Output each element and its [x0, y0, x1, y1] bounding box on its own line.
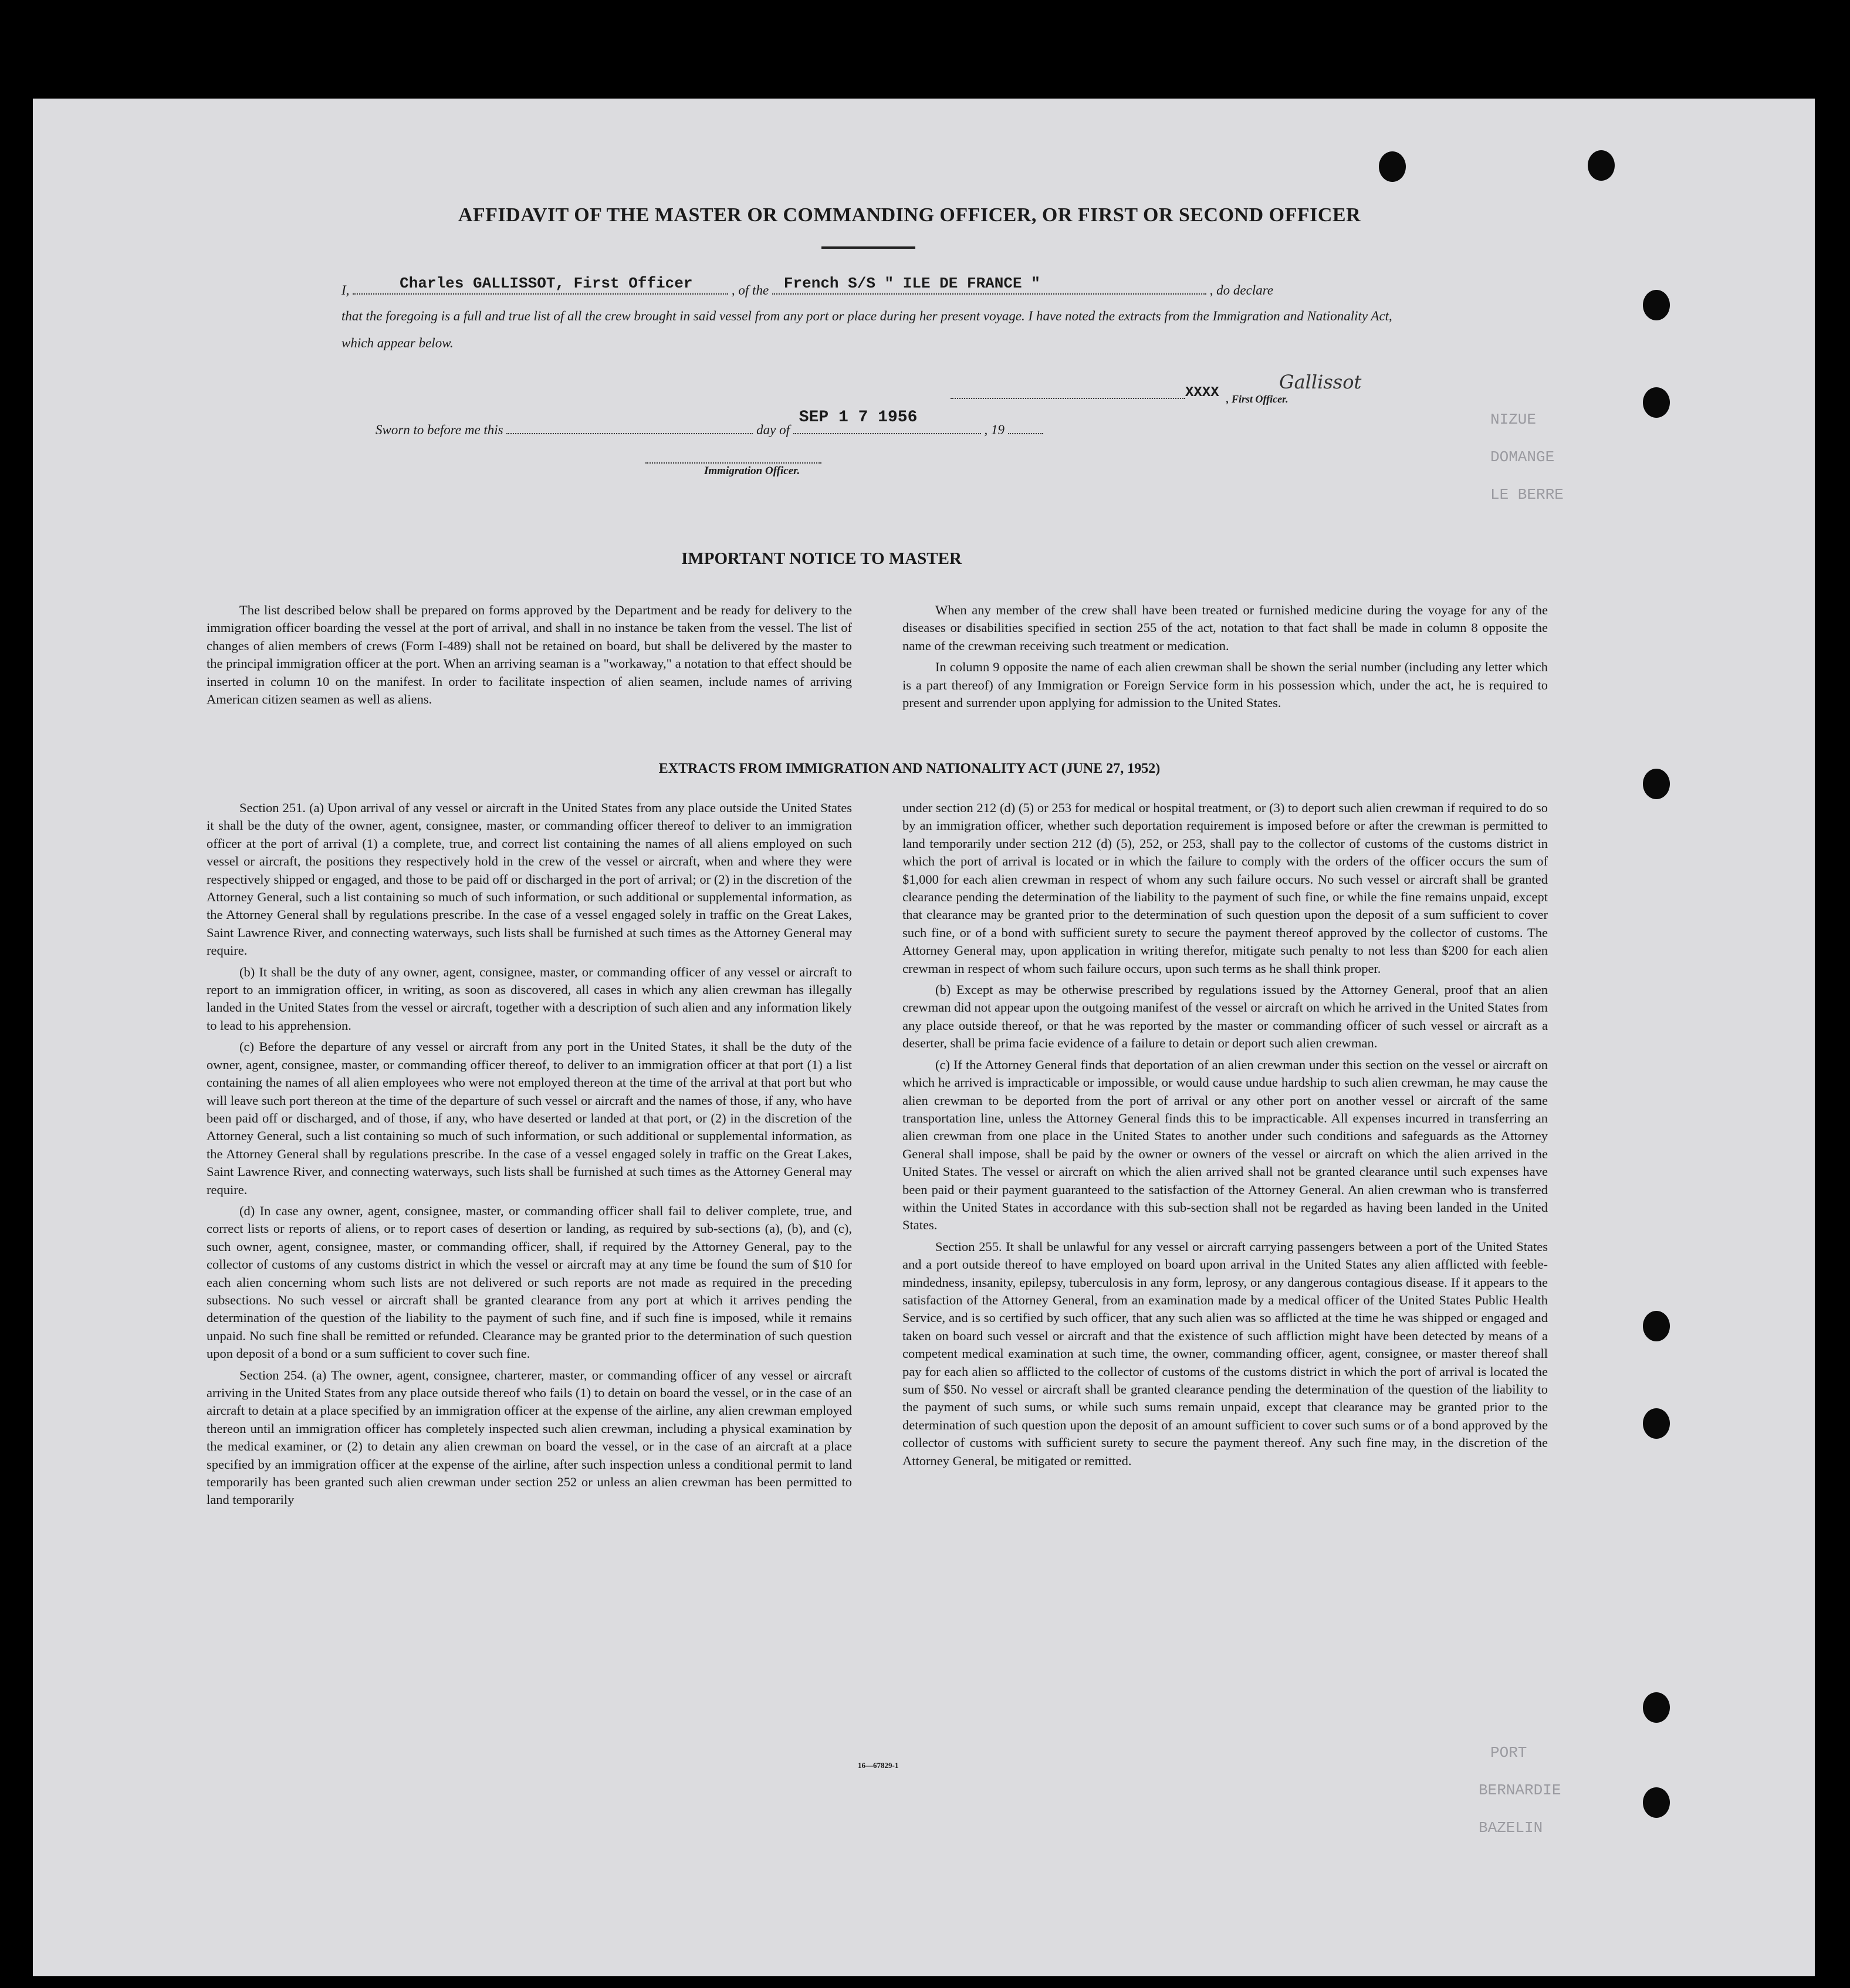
bleed-through-text: BERNARDIE — [1479, 1781, 1561, 1799]
punch-hole — [1643, 290, 1670, 320]
notice-title: IMPORTANT NOTICE TO MASTER — [681, 549, 962, 568]
extracts-right-column — [902, 799, 1548, 1473]
section-255: Section 255. It shall be unlawful for any vessel or aircraft carrying passengers between a port of the United States and a port outside thereof to have employed on board upon arrival in the United States any alien afflicted with feeble-mindedness, insanity, epilepsy, tuberculosis in any form, leprosy, or any dangerous contagious disease. If it appears to the satisfaction of the Attorney General, from an examination made by a medical officer of the United States Public Health Service, and is so certified by such officer, that any such alien was so afflicted at the time he was shipped or engaged and taken on board such vessel or aircraft and that the existence of such affliction might have been detected by means of a competent medical examination at such time, the owner, commanding officer, agent, consignee, or master thereof shall pay for each alien so afflicted to the collector of customs of the customs district in which the port of arrival is located the sum of $50. No vessel or aircraft shall be granted clearance pending the determination of the question of the liability to the payment of such sums, or while such sums remain unpaid, except that clearance may be granted prior to the determination of such question upon the deposit of an amount sufficient to cover such sums or of a bond approved by the collector of customs with sufficient surety to secure the payment thereof. Any such fine may, in the discretion of the Attorney General, be mitigated or remitted. — [902, 1239, 1548, 1468]
declaration-i-label: I, — [341, 283, 350, 297]
punch-hole — [1643, 1311, 1670, 1341]
punch-hole — [1643, 769, 1670, 799]
section-254a-continued: under section 212 (d) (5) or 253 for medical or hospital treatment, or (3) to deport such alien crewman if required to do so by an immigration officer, whether such deportation requirement is imposed before or after the crewman is permitted to land temporarily under section 212 (d) (5), 252, or 253, shall pay to the collector of customs of the customs district in which the port of arrival is located or in which the failure to comply with the orders of the officer occurs the sum of $1,000 for each alien crewman in respect of whom any such failure occurs. No such vessel or aircraft shall be granted clearance pending the determination of the liability to the payment of such fine, or while the fine remains unpaid, except that clearance may be granted prior to the determination of such question upon the deposit of a sum sufficient to cover such fine, or of a bond with sufficient surety to secure the payment thereof approved by the collector of customs. The Attorney General may, upon application in writing therefor, mitigate such penalty to not less than $200 for each alien crewman in respect of whom such failure occurs, upon such terms as he shall think proper. — [902, 800, 1548, 976]
sworn-year-field — [1008, 415, 1043, 434]
officer-signature-line — [645, 457, 821, 464]
notice-paragraph: The list described below shall be prepared on forms approved by the Department and be ready for delivery to the immigration officer boarding the vessel at the port of arrival, and shall in no instance be taken from the vessel. The list of changes of alien members of crews (Form I-489) shall not be retained on board, but shall be delivered by the master to the principal immigration officer at the port. When an arriving seaman is a "workaway," a notation to that effect should be inserted in column 10 on the manifest. In order to facilitate inspection of alien seamen, include names of arriving American citizen seamen as well as aliens. — [207, 603, 852, 707]
immigration-officer-label: Immigration Officer. — [704, 465, 800, 477]
punch-hole — [1643, 1408, 1670, 1439]
extracts-title: EXTRACTS FROM IMMIGRATION AND NATIONALITY ACT (JUNE 27, 1952) — [658, 761, 1161, 776]
bleed-through-text: LE BERRE — [1490, 486, 1564, 503]
section-251a: Section 251. (a) Upon arrival of any vessel or aircraft in the United States from any place outside the United States it shall be the duty of the owner, agent, consignee, master, or commanding officer thereof to deliver to an immigration officer at the port of arrival (1) a complete, true, and correct list containing the names of all aliens employed on such vessel or aircraft, the positions they respectively hold in the crew of the vessel or aircraft, when and where they were respectively shipped or engaged, and those to be paid off or discharged in the port of arrival; or (2) in the discretion of the Attorney General, such a list containing so much of such information, or such additional or supplemental information, as the Attorney General shall by regulations prescribe. In the case of a vessel engaged solely in traffic on the Great Lakes, Saint Lawrence River, and connecting waterways, such lists shall be furnished at such times as the Attorney General may require. — [207, 800, 852, 958]
punch-hole — [1379, 151, 1406, 182]
punch-hole — [1588, 150, 1615, 181]
sworn-day-of: day of — [756, 422, 790, 437]
vessel-name: French S/S " ILE DE FRANCE " — [783, 275, 1040, 292]
notice-left-column — [207, 601, 852, 712]
section-251c: (c) Before the departure of any vessel or aircraft from any port in the United States, it shall be the duty of the owner, agent, consignee, master, or commanding officer thereof, to deliver to an immigration officer at that port (1) a list containing the names of all alien employees who were not employed thereon at the time of the arrival at that port but who will leave such port thereon at the time of the departure of such vessel or aircraft and the names of those, if any, who have been paid off or discharged, and of those, if any, who have deserted or landed at that port, or (2) in the discretion of the Attorney General, such a list containing so much of such information, or such additional or supplemental information, as the Attorney General shall by regulations prescribe. In the case of a vessel engaged solely in traffic on the Great Lakes, Saint Lawrence River, and connecting waterways, such lists shall be furnished at such times as the Attorney General may require. — [207, 1039, 852, 1197]
signature-caption: , First Officer. — [1226, 393, 1288, 405]
notice-paragraph: In column 9 opposite the name of each alien crewman shall be shown the serial number (including any letter which is a part thereof) of any Immigration or Foreign Service form in his possession which, under the act, he is required to present and surrender upon applying for admission to the United States. — [902, 660, 1548, 711]
section-251d: (d) In case any owner, agent, consignee, master, or commanding officer shall fail to deliver complete, true, and correct lists or reports of aliens, or to report cases of desertion or landing, as required by sub-sections (a), (b), and (c), such owner, agent, consignee, master, or commanding officer, shall, if required by the Attorney General, pay to the collector of customs of any customs district in which the vessel or aircraft may at any time be found the sum of $10 for each alien concerning whom such lists are not delivered or such reports are not made as required in the preceding subsections. No such vessel or aircraft shall be granted clearance from any port at which it arrives pending the determination of the question of the liability to the payment of such fine, and if such fine is imposed, while it remains unpaid. No such fine shall be remitted or refunded. Clearance may be granted prior to the determination of such question upon deposit of a bond or a sum sufficient to cover such fine. — [207, 1203, 852, 1361]
declaration-of-the: , of the — [731, 283, 769, 297]
bleed-through-text: DOMANGE — [1490, 448, 1555, 466]
bleed-through-text: PORT — [1490, 1744, 1527, 1762]
section-254a: Section 254. (a) The owner, agent, consignee, charterer, master, or commanding officer of any vessel or aircraft arriving in the United States from any place outside thereof who fails (1) to detain on board the vessel, or in the case of an aircraft to detain at a place specified by an immigration officer at the expense of the airline, any alien crewman employed thereon until an immigration officer has completely inspected such alien crewman, including a physical examination by the medical examiner, or (2) to detain any alien crewman on board the vessel, or in the case of an aircraft at a place specified by an immigration officer at the expense of the airline, after such inspection unless a conditional permit to land temporarily has been granted such alien crewman under section 252 or unless an alien crewman has been permitted to land temporarily — [207, 1367, 852, 1507]
section-254c: (c) If the Attorney General finds that deportation of an alien crewman under this section on the vessel or aircraft on which he arrived is impracticable or impossible, or would cause undue hardship to such alien crewman, he may cause the alien crewman to be deported from the port of arrival or any other port on another vessel or aircraft of the same transportation line, unless the Attorney General finds this to be impracticable. All expenses incurred in transferring an alien crewman from one place in the United States to another under such conditions and safeguards as the Attorney General shall impose, shall be paid by the owner or owners of the vessel or aircraft on which the alien arrived in the United States. The vessel or aircraft on which the alien arrived shall not be granted clearance until such expenses have been paid or their payment guaranteed to the satisfaction of the Attorney General. An alien crewman who is transferred within the United States in accordance with this sub-section shall not be regarded as having been landed in the United States. — [902, 1057, 1548, 1233]
notice-right-column — [902, 601, 1548, 715]
handwritten-signature: Gallissot — [1279, 371, 1362, 393]
declaration-do-declare: , do declare — [1209, 283, 1274, 297]
sworn-line — [376, 408, 1043, 438]
declaration-block — [341, 276, 1415, 357]
declaration-body: that the foregoing is a full and true list of all the crew brought in said vessel from any port or place during her present voyage. I have noted the extracts from the Immigration and Nationality Act, which appear below. — [341, 309, 1392, 350]
title-divider — [821, 246, 915, 249]
punch-hole — [1643, 1787, 1670, 1818]
signature-block — [951, 371, 1408, 410]
notice-paragraph: When any member of the crew shall have been treated or furnished medicine during the voyage for any of the diseases or disabilities specified in section 255 of the act, notation to that fact shall be made in column 8 opposite the name of the crewman receiving such treatment or medication. — [902, 603, 1548, 653]
affidavit-title: AFFIDAVIT OF THE MASTER OR COMMANDING OFFICER, OR FIRST OR SECOND OFFICER — [458, 204, 1361, 226]
struck-title: XXXX — [1185, 385, 1219, 401]
sworn-year: , 19 — [984, 422, 1005, 437]
sworn-label: Sworn to before me this — [376, 422, 503, 437]
section-254b: (b) Except as may be otherwise prescribed by regulations issued by the Attorney General, proof that an alien crewman did not appear upon the outgoing manifest of the vessel or aircraft on which he arrived in the United States from any place outside thereof, or that he was reported by the master or commanding officer of such vessel or aircraft as a deserter, shall be prima facie evidence of a failure to detain or deport such alien crewman. — [902, 982, 1548, 1051]
signature-line — [951, 398, 1185, 399]
date-stamp: SEP 1 7 1956 — [799, 408, 918, 427]
bleed-through-text: NIZUE — [1490, 411, 1537, 428]
declarant-name: Charles GALLISSOT, First Officer — [400, 275, 693, 292]
bleed-through-text: BAZELIN — [1479, 1819, 1543, 1837]
sworn-day-field — [506, 415, 753, 434]
sworn-date-field — [793, 408, 981, 434]
punch-hole — [1643, 387, 1670, 418]
punch-hole — [1643, 1692, 1670, 1723]
extracts-left-column — [207, 799, 852, 1513]
vessel-field — [772, 276, 1206, 295]
declarant-field — [353, 276, 728, 295]
form-number: 16—67829-1 — [858, 1761, 899, 1770]
section-251b: (b) It shall be the duty of any owner, agent, consignee, master, or commanding officer of any vessel or aircraft to report to an immigration officer, in writing, as soon as discovered, all cases in which any alien crewman has illegally landed in the United States from the vessel or aircraft, together with a description of such alien and any information likely to lead to his apprehension. — [207, 964, 852, 1033]
